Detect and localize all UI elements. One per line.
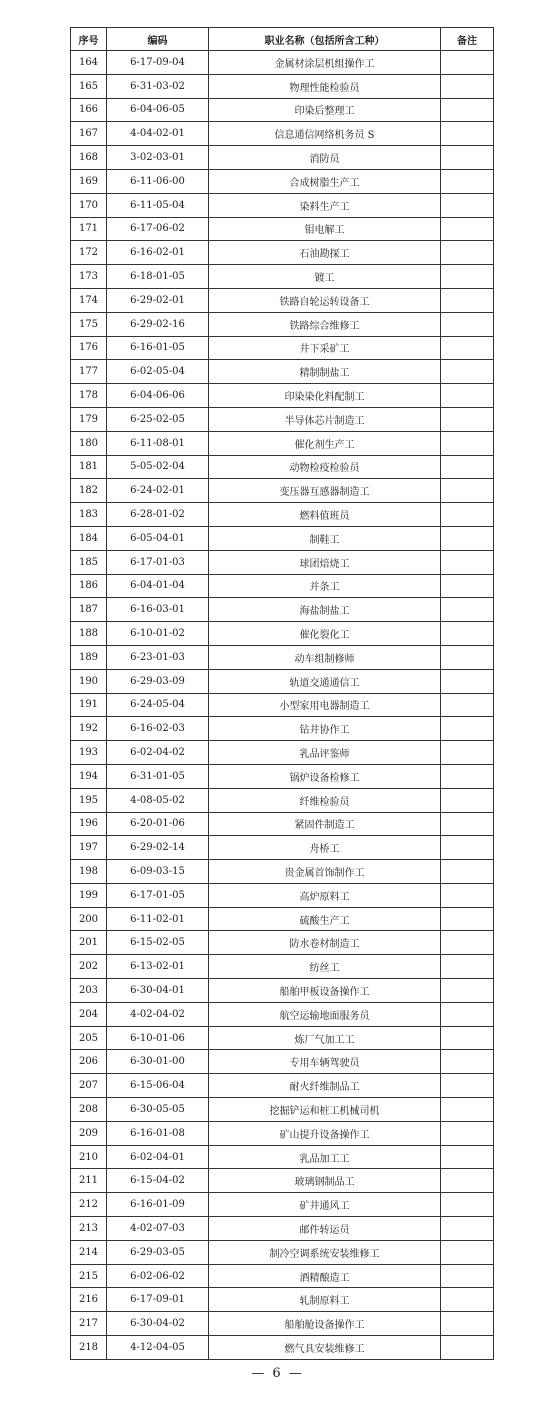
table-row	[71, 455, 494, 479]
row-no: 210	[71, 1145, 107, 1169]
row-no: 177	[71, 360, 107, 384]
row-code: 6-28-01-02	[107, 503, 209, 527]
row-code: 6-31-01-05	[107, 764, 209, 788]
row-no: 176	[71, 336, 107, 360]
table-row	[71, 669, 494, 693]
table-row	[71, 574, 494, 598]
row-remark	[441, 479, 494, 503]
row-name: 矿井通风工	[209, 1193, 441, 1217]
row-name: 铁路综合维修工	[209, 312, 441, 336]
row-code: 6-15-06-04	[107, 1074, 209, 1098]
row-remark	[441, 931, 494, 955]
row-no: 212	[71, 1193, 107, 1217]
table-row	[71, 479, 494, 503]
row-code: 6-11-02-01	[107, 907, 209, 931]
row-name: 动物检疫检验员	[209, 455, 441, 479]
row-remark	[441, 1050, 494, 1074]
table-row	[71, 836, 494, 860]
table-row	[71, 1264, 494, 1288]
row-no: 218	[71, 1336, 107, 1360]
row-no: 167	[71, 122, 107, 146]
table-row	[71, 431, 494, 455]
row-remark	[441, 764, 494, 788]
row-name: 镀工	[209, 265, 441, 289]
row-name: 物理性能检验员	[209, 74, 441, 98]
row-name: 炼厂气加工工	[209, 1026, 441, 1050]
table-row	[71, 598, 494, 622]
row-no: 188	[71, 622, 107, 646]
row-code: 6-05-04-01	[107, 526, 209, 550]
table-row	[71, 1217, 494, 1241]
row-no: 203	[71, 979, 107, 1003]
row-code: 6-24-05-04	[107, 693, 209, 717]
row-no: 181	[71, 455, 107, 479]
table-row	[71, 550, 494, 574]
row-remark	[441, 622, 494, 646]
row-remark	[441, 1264, 494, 1288]
row-code: 6-29-02-01	[107, 288, 209, 312]
row-remark	[441, 1169, 494, 1193]
row-code: 6-30-05-05	[107, 1098, 209, 1122]
row-no: 217	[71, 1312, 107, 1336]
row-name: 印染后整理工	[209, 98, 441, 122]
row-name: 舟桥工	[209, 836, 441, 860]
row-code: 6-17-01-05	[107, 883, 209, 907]
row-code: 6-24-02-01	[107, 479, 209, 503]
row-name: 动车组制修师	[209, 645, 441, 669]
row-code: 6-16-02-01	[107, 241, 209, 265]
row-remark	[441, 146, 494, 170]
row-no: 214	[71, 1240, 107, 1264]
row-name: 燃气具安装维修工	[209, 1336, 441, 1360]
row-name: 钼电解工	[209, 217, 441, 241]
table-row	[71, 788, 494, 812]
row-code: 6-11-06-00	[107, 169, 209, 193]
row-code: 6-29-03-05	[107, 1240, 209, 1264]
row-no: 195	[71, 788, 107, 812]
table-row	[71, 1145, 494, 1169]
row-remark	[441, 265, 494, 289]
row-code: 6-17-09-04	[107, 51, 209, 75]
row-remark	[441, 336, 494, 360]
row-code: 6-16-01-09	[107, 1193, 209, 1217]
row-no: 169	[71, 169, 107, 193]
row-no: 186	[71, 574, 107, 598]
table-row	[71, 384, 494, 408]
table-row	[71, 526, 494, 550]
header-name: 职业名称（包括所含工种）	[209, 28, 441, 51]
row-code: 4-12-04-05	[107, 1336, 209, 1360]
row-no: 168	[71, 146, 107, 170]
table-row	[71, 1098, 494, 1122]
row-no: 171	[71, 217, 107, 241]
row-remark	[441, 288, 494, 312]
table-row	[71, 1074, 494, 1098]
table-row	[71, 217, 494, 241]
row-remark	[441, 384, 494, 408]
row-remark	[441, 788, 494, 812]
row-code: 6-17-06-02	[107, 217, 209, 241]
row-name: 航空运输地面服务员	[209, 1002, 441, 1026]
row-code: 6-30-04-01	[107, 979, 209, 1003]
row-remark	[441, 550, 494, 574]
row-name: 燃料值班员	[209, 503, 441, 527]
row-name: 玻璃钢制品工	[209, 1169, 441, 1193]
row-remark	[441, 717, 494, 741]
row-remark	[441, 1002, 494, 1026]
row-name: 耐火纤维制品工	[209, 1074, 441, 1098]
row-name: 井下采矿工	[209, 336, 441, 360]
table-row	[71, 931, 494, 955]
row-name: 船舶舱设备操作工	[209, 1312, 441, 1336]
row-remark	[441, 1074, 494, 1098]
row-name: 船舶甲板设备操作工	[209, 979, 441, 1003]
table-row	[71, 1121, 494, 1145]
row-code: 6-04-06-05	[107, 98, 209, 122]
table-row	[71, 1002, 494, 1026]
row-name: 变压器互感器制造工	[209, 479, 441, 503]
row-no: 175	[71, 312, 107, 336]
row-remark	[441, 1240, 494, 1264]
row-name: 球团焙烧工	[209, 550, 441, 574]
row-remark	[441, 431, 494, 455]
row-remark	[441, 1288, 494, 1312]
row-no: 207	[71, 1074, 107, 1098]
row-remark	[441, 574, 494, 598]
table-row	[71, 979, 494, 1003]
row-name: 半导体芯片制造工	[209, 407, 441, 431]
row-code: 6-10-01-02	[107, 622, 209, 646]
row-no: 174	[71, 288, 107, 312]
row-remark	[441, 645, 494, 669]
row-no: 166	[71, 98, 107, 122]
row-remark	[441, 217, 494, 241]
row-code: 6-31-03-02	[107, 74, 209, 98]
row-name: 贵金属首饰制作工	[209, 860, 441, 884]
row-name: 钻井协作工	[209, 717, 441, 741]
table-row	[71, 288, 494, 312]
row-name: 纺丝工	[209, 955, 441, 979]
header-remark: 备注	[441, 28, 494, 51]
row-code: 6-16-01-08	[107, 1121, 209, 1145]
row-code: 6-13-02-01	[107, 955, 209, 979]
row-remark	[441, 98, 494, 122]
row-remark	[441, 193, 494, 217]
header-no: 序号	[71, 28, 107, 51]
row-code: 6-15-04-02	[107, 1169, 209, 1193]
row-no: 216	[71, 1288, 107, 1312]
row-no: 189	[71, 645, 107, 669]
row-no: 205	[71, 1026, 107, 1050]
row-name: 轧制原料工	[209, 1288, 441, 1312]
row-remark	[441, 169, 494, 193]
row-remark	[441, 407, 494, 431]
row-name: 防水卷材制造工	[209, 931, 441, 955]
row-no: 199	[71, 883, 107, 907]
row-code: 3-02-03-01	[107, 146, 209, 170]
row-code: 6-17-09-01	[107, 1288, 209, 1312]
row-no: 213	[71, 1217, 107, 1241]
row-no: 204	[71, 1002, 107, 1026]
table-row	[71, 146, 494, 170]
row-code: 6-30-01-00	[107, 1050, 209, 1074]
row-code: 4-02-04-02	[107, 1002, 209, 1026]
row-remark	[441, 860, 494, 884]
row-remark	[441, 741, 494, 765]
occupation-table	[70, 27, 494, 1360]
table-row	[71, 1169, 494, 1193]
row-code: 4-04-02-01	[107, 122, 209, 146]
row-code: 6-29-02-16	[107, 312, 209, 336]
row-code: 6-29-03-09	[107, 669, 209, 693]
row-remark	[441, 122, 494, 146]
row-name: 金属材涂层机组操作工	[209, 51, 441, 75]
table-row	[71, 407, 494, 431]
row-remark	[441, 1312, 494, 1336]
row-name: 小型家用电器制造工	[209, 693, 441, 717]
row-no: 201	[71, 931, 107, 955]
row-no: 208	[71, 1098, 107, 1122]
table-row	[71, 312, 494, 336]
row-name: 催化剂生产工	[209, 431, 441, 455]
row-remark	[441, 1098, 494, 1122]
row-name: 消防员	[209, 146, 441, 170]
row-no: 190	[71, 669, 107, 693]
row-name: 海盐制盐工	[209, 598, 441, 622]
row-no: 170	[71, 193, 107, 217]
row-no: 164	[71, 51, 107, 75]
row-code: 6-09-03-15	[107, 860, 209, 884]
row-code: 6-02-06-02	[107, 1264, 209, 1288]
row-no: 184	[71, 526, 107, 550]
row-name: 专用车辆驾驶员	[209, 1050, 441, 1074]
table-row	[71, 1026, 494, 1050]
table-row	[71, 336, 494, 360]
table-row	[71, 360, 494, 384]
row-name: 精制制盐工	[209, 360, 441, 384]
row-remark	[441, 1336, 494, 1360]
row-remark	[441, 312, 494, 336]
table-row	[71, 98, 494, 122]
row-code: 6-20-01-06	[107, 812, 209, 836]
row-no: 165	[71, 74, 107, 98]
row-name: 催化裂化工	[209, 622, 441, 646]
row-code: 4-08-05-02	[107, 788, 209, 812]
table-row	[71, 74, 494, 98]
row-name: 高炉原料工	[209, 883, 441, 907]
row-name: 合成树脂生产工	[209, 169, 441, 193]
row-name: 铁路自轮运转设备工	[209, 288, 441, 312]
row-remark	[441, 51, 494, 75]
row-no: 180	[71, 431, 107, 455]
row-name: 锅炉设备检修工	[209, 764, 441, 788]
row-name: 石油勘探工	[209, 241, 441, 265]
row-name: 信息通信网络机务员 S	[209, 122, 441, 146]
row-no: 209	[71, 1121, 107, 1145]
row-name: 纤维检验员	[209, 788, 441, 812]
table-row	[71, 883, 494, 907]
row-remark	[441, 598, 494, 622]
row-no: 182	[71, 479, 107, 503]
table-row	[71, 241, 494, 265]
table-row	[71, 1050, 494, 1074]
table-row	[71, 122, 494, 146]
table-row	[71, 1288, 494, 1312]
row-name: 邮件转运员	[209, 1217, 441, 1241]
row-code: 6-02-05-04	[107, 360, 209, 384]
row-no: 172	[71, 241, 107, 265]
row-name: 染料生产工	[209, 193, 441, 217]
row-name: 乳品评鉴师	[209, 741, 441, 765]
row-code: 6-16-02-03	[107, 717, 209, 741]
row-no: 202	[71, 955, 107, 979]
table-row	[71, 1193, 494, 1217]
table-row	[71, 693, 494, 717]
row-remark	[441, 455, 494, 479]
table-row	[71, 717, 494, 741]
table-row	[71, 860, 494, 884]
row-name: 印染染化料配制工	[209, 384, 441, 408]
row-no: 173	[71, 265, 107, 289]
row-code: 6-18-01-05	[107, 265, 209, 289]
table-row	[71, 764, 494, 788]
row-remark	[441, 812, 494, 836]
row-no: 197	[71, 836, 107, 860]
row-name: 乳品加工工	[209, 1145, 441, 1169]
row-no: 196	[71, 812, 107, 836]
row-remark	[441, 1217, 494, 1241]
row-no: 198	[71, 860, 107, 884]
page-number: — 6 —	[251, 1366, 304, 1381]
row-name: 酒精酿造工	[209, 1264, 441, 1288]
row-code: 6-10-01-06	[107, 1026, 209, 1050]
row-name: 轨道交通通信工	[209, 669, 441, 693]
table-header-row	[71, 28, 494, 51]
row-remark	[441, 883, 494, 907]
row-code: 6-29-02-14	[107, 836, 209, 860]
row-no: 187	[71, 598, 107, 622]
row-code: 5-05-02-04	[107, 455, 209, 479]
table-row	[71, 193, 494, 217]
row-name: 制冷空调系统安装维修工	[209, 1240, 441, 1264]
row-code: 6-02-04-01	[107, 1145, 209, 1169]
table-row	[71, 907, 494, 931]
table-row	[71, 1312, 494, 1336]
table-row	[71, 51, 494, 75]
row-no: 191	[71, 693, 107, 717]
row-remark	[441, 907, 494, 931]
table-row	[71, 645, 494, 669]
row-name: 制鞋工	[209, 526, 441, 550]
row-remark	[441, 669, 494, 693]
table-row	[71, 1336, 494, 1360]
row-code: 6-04-01-04	[107, 574, 209, 598]
row-name: 紧固件制造工	[209, 812, 441, 836]
row-code: 6-17-01-03	[107, 550, 209, 574]
row-no: 215	[71, 1264, 107, 1288]
row-code: 6-25-02-05	[107, 407, 209, 431]
row-remark	[441, 74, 494, 98]
table-row	[71, 812, 494, 836]
row-name: 硫酸生产工	[209, 907, 441, 931]
row-code: 6-16-01-05	[107, 336, 209, 360]
row-no: 192	[71, 717, 107, 741]
table-row	[71, 169, 494, 193]
header-code: 编码	[107, 28, 209, 51]
row-code: 6-11-08-01	[107, 431, 209, 455]
row-remark	[441, 979, 494, 1003]
row-no: 200	[71, 907, 107, 931]
row-remark	[441, 693, 494, 717]
row-code: 6-11-05-04	[107, 193, 209, 217]
row-code: 6-15-02-05	[107, 931, 209, 955]
row-no: 211	[71, 1169, 107, 1193]
row-name: 并条工	[209, 574, 441, 598]
row-remark	[441, 1121, 494, 1145]
row-remark	[441, 360, 494, 384]
row-no: 206	[71, 1050, 107, 1074]
row-no: 183	[71, 503, 107, 527]
row-remark	[441, 526, 494, 550]
row-remark	[441, 1145, 494, 1169]
table-row	[71, 1240, 494, 1264]
row-remark	[441, 836, 494, 860]
row-code: 6-23-01-03	[107, 645, 209, 669]
row-no: 178	[71, 384, 107, 408]
row-remark	[441, 503, 494, 527]
row-no: 193	[71, 741, 107, 765]
row-no: 194	[71, 764, 107, 788]
table-row	[71, 503, 494, 527]
row-code: 6-02-04-02	[107, 741, 209, 765]
table-row	[71, 265, 494, 289]
row-code: 6-04-06-06	[107, 384, 209, 408]
row-remark	[441, 955, 494, 979]
row-name: 挖掘铲运和桩工机械司机	[209, 1098, 441, 1122]
table-row	[71, 741, 494, 765]
row-code: 6-30-04-02	[107, 1312, 209, 1336]
row-name: 矿山提升设备操作工	[209, 1121, 441, 1145]
row-code: 6-16-03-01	[107, 598, 209, 622]
row-remark	[441, 1026, 494, 1050]
row-no: 179	[71, 407, 107, 431]
table-row	[71, 955, 494, 979]
row-remark	[441, 241, 494, 265]
row-no: 185	[71, 550, 107, 574]
row-remark	[441, 1193, 494, 1217]
table-row	[71, 622, 494, 646]
row-code: 4-02-07-03	[107, 1217, 209, 1241]
